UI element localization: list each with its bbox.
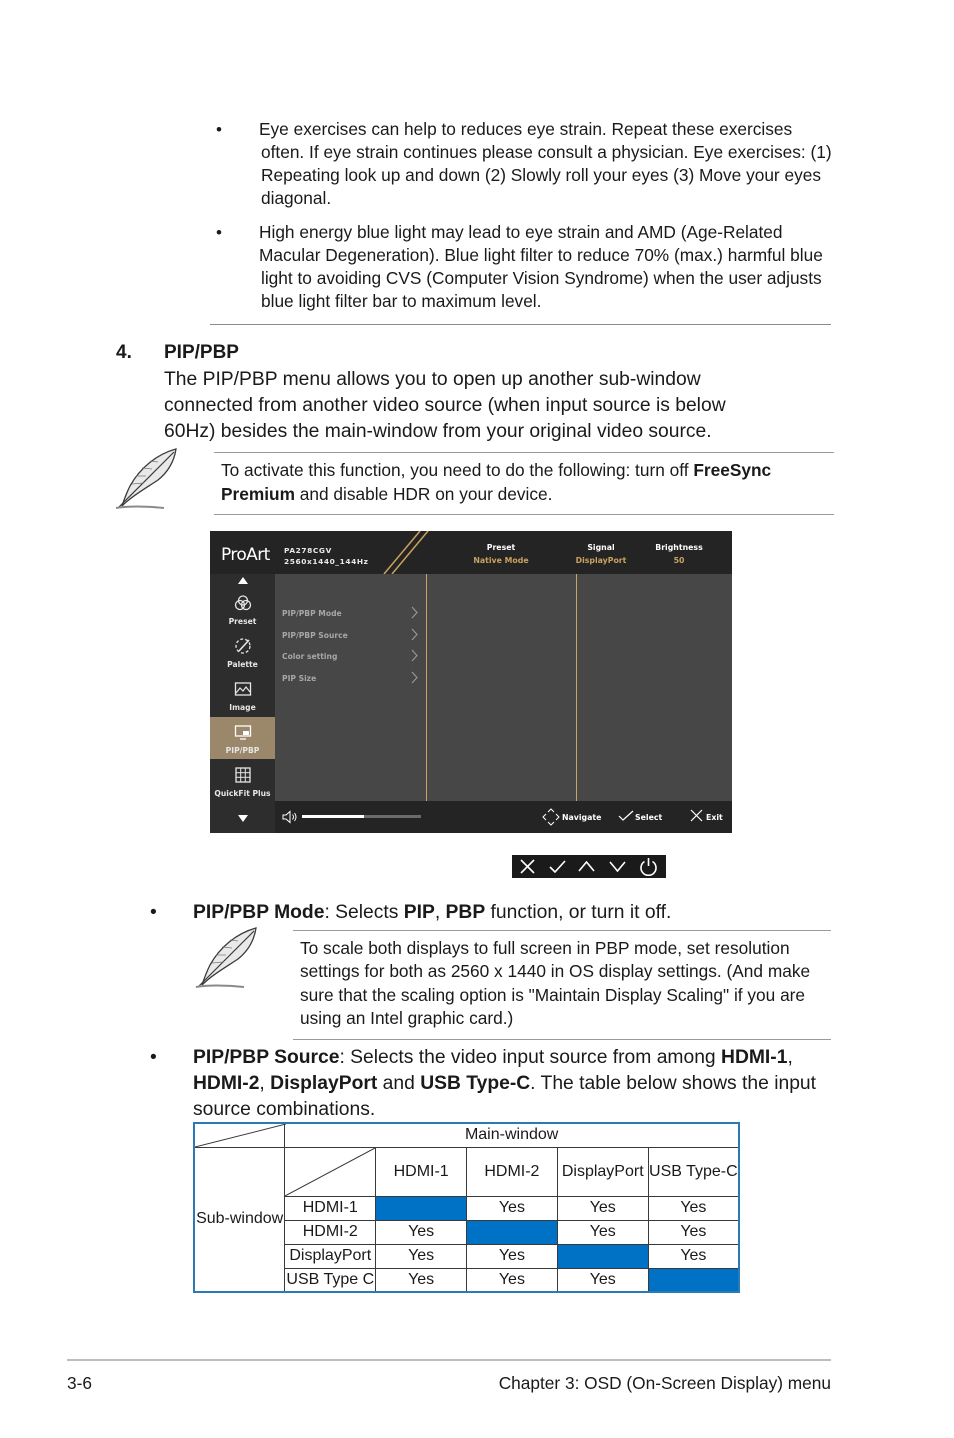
check-icon (618, 810, 634, 822)
osd-status-preset (468, 541, 534, 567)
submenu-label: PIP Size (282, 674, 317, 683)
osd-menu-preset[interactable] (210, 588, 275, 630)
text: function, or turn it off. (485, 902, 672, 923)
section-title: PIP/PBP (164, 342, 239, 363)
footer-navigate: Navigate (562, 813, 602, 822)
bullet-line: blue light filter bar to maximum level. (261, 291, 542, 311)
osd-model-info (284, 545, 369, 567)
chevron-right-icon (410, 671, 419, 684)
note-line: To scale both displays to full screen in PBP mode, set resolution (300, 938, 790, 958)
note-pbp-scaling (293, 930, 831, 1040)
section-line: 60Hz) besides the main-window from your original video source. (164, 421, 712, 442)
term: PBP (445, 902, 486, 923)
osd-menu-image[interactable] (210, 674, 275, 716)
osd-model: PA278CGV (284, 546, 332, 555)
check-icon (549, 860, 566, 873)
status-value: Native Mode (473, 556, 529, 565)
footer-select: Select (635, 813, 663, 822)
preset-icon (234, 594, 252, 612)
sub-window-header: Sub-window (194, 1147, 285, 1292)
main-window-header: Main-window (285, 1123, 739, 1147)
text: . The table below shows the input (530, 1073, 817, 1094)
corner-cell (285, 1147, 376, 1196)
column-header: HDMI-2 (467, 1147, 558, 1196)
submenu-color-setting[interactable] (282, 652, 422, 661)
close-icon (520, 859, 535, 874)
close-icon (690, 809, 703, 822)
osd-header (210, 531, 732, 574)
column-header: HDMI-1 (376, 1147, 467, 1196)
note-freesync (214, 452, 834, 515)
table-cell: Yes (557, 1196, 648, 1220)
menu-label: PIP/PBP (225, 746, 260, 755)
submenu-pip-pbp-source[interactable] (282, 631, 422, 640)
column-header: DisplayPort (557, 1147, 648, 1196)
image-icon (234, 680, 252, 698)
menu-label: Image (229, 703, 256, 712)
corner-cell (194, 1123, 285, 1147)
table-cell: Yes (376, 1268, 467, 1292)
footer-divider (67, 1359, 831, 1361)
note-line: sure that the scaling option is "Maintain Display Scaling" if you are (300, 984, 806, 1005)
section-number: 4. (116, 342, 132, 363)
menu-label: Preset (228, 617, 257, 626)
unavailable-cell (467, 1220, 558, 1244)
osd-menu-palette[interactable] (210, 631, 275, 673)
section-body (164, 367, 764, 445)
bullet-line: Repeating look up and down (2) Slowly roll your eyes (3) Move your eyes (261, 165, 821, 185)
text: , (787, 1047, 793, 1068)
volume-icon (282, 810, 298, 824)
row-header: USB Type C (285, 1268, 376, 1292)
table-cell: Yes (648, 1220, 739, 1244)
bullet-dot: • (216, 120, 222, 139)
table-cell: Yes (467, 1196, 558, 1220)
submenu-label: PIP/PBP Source (282, 631, 348, 640)
proart-logo: ProArt (221, 545, 270, 565)
term: HDMI-1 (721, 1047, 788, 1068)
status-value: DisplayPort (575, 556, 627, 565)
menu-label: Palette (227, 660, 258, 669)
note-text: and disable HDR on your device. (294, 484, 553, 504)
row-header: HDMI-1 (285, 1196, 376, 1220)
grid-icon (234, 766, 252, 784)
table-cell: Yes (648, 1196, 739, 1220)
source-combination-table (193, 1122, 740, 1293)
chevron-right-icon (410, 628, 419, 641)
page-number: 3-6 (67, 1373, 92, 1393)
scroll-up-icon[interactable] (238, 577, 248, 584)
submenu-label: PIP/PBP Mode (282, 609, 342, 618)
bullet-line: High energy blue light may lead to eye strain and AMD (Age-Related (259, 222, 783, 242)
bullet-line: often. If eye strain continues please consult a physician. Eye exercises: (1) (261, 142, 832, 162)
table-cell: Yes (467, 1244, 558, 1268)
term: HDMI-2 (193, 1073, 260, 1094)
power-icon (639, 857, 658, 876)
text: : Selects the video input source from among (339, 1047, 722, 1068)
volume-slider[interactable] (302, 815, 421, 818)
header-stripes (380, 531, 430, 574)
scroll-down-icon[interactable] (238, 815, 248, 822)
table-cell: Yes (376, 1244, 467, 1268)
bullet-dot: • (150, 902, 157, 923)
submenu-pip-size[interactable] (282, 674, 422, 683)
bullet-line: diagonal. (261, 188, 332, 208)
term: PIP/PBP Source (193, 1047, 340, 1068)
text: : Selects (324, 902, 404, 923)
term: DisplayPort (270, 1073, 378, 1094)
status-value: 50 (673, 556, 685, 565)
osd-resolution: 2560x1440_144Hz (284, 557, 369, 566)
palette-icon (234, 637, 252, 655)
diagonal-line (285, 1148, 375, 1196)
osd-menu-quickfit[interactable] (210, 760, 275, 802)
bullet-line: Macular Degeneration). Blue light filter to reduce 70% (max.) harmful blue (259, 245, 823, 265)
text: source combinations. (193, 1099, 376, 1120)
osd-footer (275, 801, 732, 833)
column-divider (576, 574, 577, 801)
volume-fill (302, 815, 364, 818)
text: , (259, 1073, 271, 1094)
note-bold: Premium (221, 484, 295, 504)
osd-status-brightness (646, 541, 712, 567)
note-line: using an Intel graphic card.) (300, 1008, 514, 1029)
status-key: Preset (486, 543, 516, 552)
table-cell: Yes (648, 1244, 739, 1268)
text: and (377, 1073, 421, 1094)
note-text: To activate this function, you need to do the following: turn off (221, 460, 694, 480)
term: USB Type-C (420, 1073, 531, 1094)
table-cell: Yes (557, 1268, 648, 1292)
row-header: HDMI-2 (285, 1220, 376, 1244)
up-icon (578, 861, 595, 872)
column-divider (426, 574, 427, 801)
down-icon (609, 861, 626, 872)
navigate-icon (542, 808, 560, 826)
row-header: DisplayPort (285, 1244, 376, 1268)
status-key: Brightness (655, 543, 703, 552)
pip-icon (234, 723, 252, 741)
section-line: The PIP/PBP menu allows you to open up another sub-window (164, 369, 701, 390)
status-key: Signal (587, 543, 615, 552)
term: PIP/PBP Mode (193, 902, 325, 923)
table-cell: Yes (467, 1268, 558, 1292)
chapter-title: Chapter 3: OSD (On-Screen Display) menu (498, 1373, 831, 1393)
note-bold: FreeSync (693, 460, 772, 480)
bullet-dot: • (216, 223, 222, 242)
diagonal-line (195, 1124, 286, 1147)
unavailable-cell (376, 1196, 467, 1220)
section-line: connected from another video source (when input source is below (164, 395, 726, 416)
menu-label: QuickFit Plus (214, 789, 271, 798)
term: PIP (403, 902, 435, 923)
text: , (434, 902, 446, 923)
table-cell: Yes (376, 1220, 467, 1244)
chevron-right-icon (410, 606, 419, 619)
bullet-dot: • (150, 1047, 157, 1068)
footer-exit: Exit (706, 813, 723, 822)
osd-menu-pip-pbp[interactable] (210, 717, 275, 759)
divider (210, 324, 831, 325)
note-line: settings for both as 2560 x 1440 in OS display settings. (And make (300, 961, 811, 982)
monitor-keys (512, 855, 666, 878)
unavailable-cell (648, 1268, 739, 1292)
feather-icon (112, 446, 182, 514)
osd-sidebar (210, 574, 275, 833)
table-cell: Yes (557, 1220, 648, 1244)
unavailable-cell (557, 1244, 648, 1268)
bullet-line: light to avoiding CVS (Computer Vision Syndrome) when the user adjusts (261, 268, 822, 288)
submenu-label: Color setting (282, 652, 338, 661)
osd-screenshot (210, 531, 732, 833)
feather-icon (192, 925, 262, 993)
osd-status-signal (568, 541, 634, 567)
chevron-right-icon (410, 649, 419, 662)
bullet-line: Eye exercises can help to reduces eye strain. Repeat these exercises (259, 119, 793, 139)
column-header: USB Type-C (648, 1147, 739, 1196)
submenu-pip-pbp-mode[interactable] (282, 609, 422, 618)
